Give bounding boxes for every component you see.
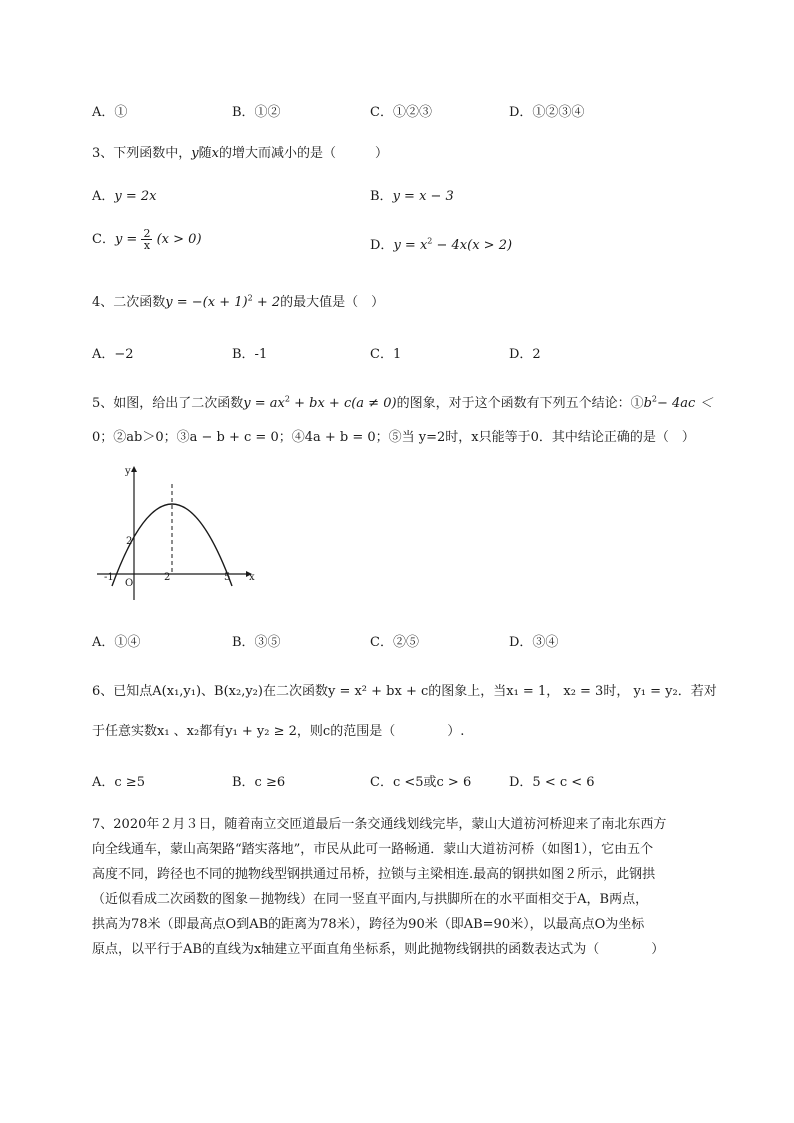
q6-option-b: B．c ≥6: [232, 775, 286, 790]
q4-option-c: C．1: [370, 347, 402, 362]
q7-line-6: 原点，以平行于AB的直线为x轴建立平面直角坐标系，则此抛物线钢拱的函数表达式为（ ）: [92, 942, 665, 957]
q5-stem-line2: 0；②ab＞0；③a − b + c = 0；④4a + b = 0；⑤当 y=2时，x只能等于0．其中结论正确的是（ ）: [92, 430, 695, 445]
q3-option-c: C．y = $\frac{2}{x}$ (x > 0): [92, 227, 202, 252]
q2-option-b: B．①②: [232, 105, 281, 120]
q7-line-1: 7、2020年２月３日，随着南立交匝道最后一条交通线划线完毕，蒙山大道祊河桥迎来了南北东西方: [92, 817, 667, 832]
q3-option-d: D．$y = x^2 - 4x(x > 2)$: [370, 236, 513, 253]
q4-option-d: D．2: [509, 347, 541, 362]
fraction: $\frac{2}{x}$: [143, 227, 151, 252]
x-axis-label: x: [249, 572, 255, 583]
tick-y2: 2: [126, 536, 133, 547]
q5-stem-line1: 5、如图，给出了二次函数$y = ax^2$ + bx + c(a ≠ 0)的图象，对于这个函数有下列五个结论：$①b^2- 4ac$ ＜: [92, 394, 713, 411]
q5-option-b: B．③⑤: [232, 635, 281, 650]
q3-option-b: B．y = x − 3: [370, 189, 454, 204]
q5-option-c: C．②⑤: [370, 635, 419, 650]
q3-option-a: A．y = 2x: [92, 189, 157, 204]
q2-option-a: A．①: [92, 105, 128, 120]
q2-option-d: D．①②③④: [509, 105, 585, 120]
q6-option-d: D．5 < c < 6: [509, 775, 595, 790]
q7-line-3: 高度不同，跨径也不同的抛物线型钢拱通过吊桥，拉锁与主梁相连.最高的钢拱如图２所示，此钢拱: [92, 867, 656, 882]
q6-option-a: A．c ≥5: [92, 775, 145, 790]
q6-stem-line2: 于任意实数x₁ 、x₂都有y₁ + y₂ ≥ 2，则c的范围是（ ）.: [92, 724, 465, 739]
tick-neg1: -1: [104, 572, 114, 583]
q7-line-2: 向全线通车，蒙山高架路“踏实落地”，市民从此可一路畅通．蒙山大道祊河桥（如图1），它由五个: [92, 842, 654, 857]
q5-option-d: D．③④: [509, 635, 559, 650]
q4-option-a: A．−2: [92, 347, 134, 362]
q7-line-4: （近似看成二次函数的图象－抛物线）在同一竖直平面内,与拱脚所在的水平面相交于A，B两点，: [92, 892, 649, 907]
q6-stem-line1: 6、已知点A(x₁,y₁)、B(x₂,y₂)在二次函数y = x² + bx + c的图象上，当x₁ = 1， x₂ = 3时， y₁ = y₂．若对: [92, 684, 717, 699]
q3-stem: 3、下列函数中，y随x的增大而减小的是（ ）: [92, 146, 389, 161]
tick-x5: 5: [224, 572, 231, 583]
q5-option-a: A．①④: [92, 635, 141, 650]
q4-stem: 4、二次函数$y = -(x + 1)^2 + 2$的最大值是（ ）: [92, 293, 385, 310]
q7-line-5: 拱高为78米（即最高点O到AB的距离为78米），跨径为90米（即AB=90米），以最高点O为坐标: [92, 917, 645, 932]
y-axis-label: y: [125, 466, 131, 477]
q4-option-b: B．-1: [232, 347, 268, 362]
origin-label: O: [125, 578, 134, 589]
tick-x2: 2: [164, 572, 171, 583]
y-axis-arrow: [131, 466, 137, 472]
parabola-graph: [92, 462, 262, 602]
q6-option-c: C．c <5或c > 6: [370, 775, 472, 790]
q2-option-c: C．①②③: [370, 105, 432, 120]
